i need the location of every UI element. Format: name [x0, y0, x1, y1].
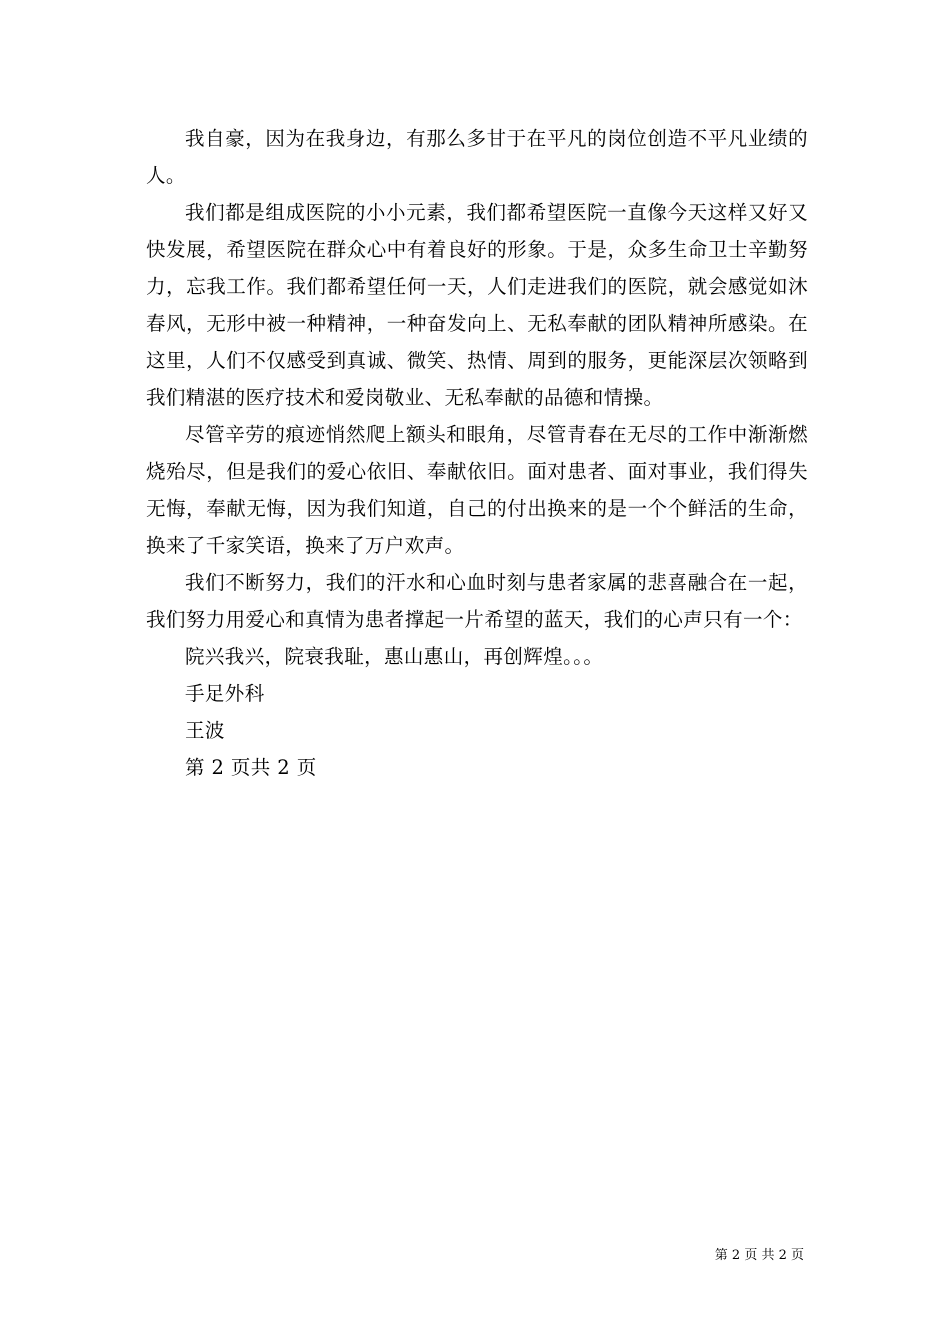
- footer-page-number: 第 2 页 共 2 页: [714, 1248, 804, 1263]
- author-line: 王波: [185, 719, 225, 742]
- paragraph-dedication: 尽管辛劳的痕迹悄然爬上额头和眼角，尽管青春在无尽的工作中渐渐燃烧殆尽，但是我们的爱心依旧、奉献依旧。面对患者、面对事业，我们得失无悔，奉献无悔，因为我们知道，自己的付出换来的是一个个鲜活的生命，换来了千家笑语，换来了万户欢声。: [146, 423, 808, 557]
- department-line: 手足外科: [185, 682, 265, 705]
- document-body: [146, 120, 808, 786]
- paragraph-pride: 我自豪，因为在我身边，有那么多甘于在平凡的岗位创造不平凡业绩的人。: [146, 127, 808, 187]
- paragraph-effort: 我们不断努力，我们的汗水和心血时刻与患者家属的悲喜融合在一起，我们努力用爱心和真情为患者撑起一片希望的蓝天，我们的心声只有一个：: [146, 571, 808, 631]
- inline-page-number: 第 2 页共 2 页: [185, 756, 317, 779]
- slogan-line: 院兴我兴，院衰我耻，惠山惠山，再创辉煌。。。: [185, 645, 604, 668]
- paragraph-hospital-elements: 我们都是组成医院的小小元素，我们都希望医院一直像今天这样又好又快发展，希望医院在群众心中有着良好的形象。于是，众多生命卫士辛勤努力，忘我工作。我们都希望任何一天，人们走进我们的医院，就会感觉如沐春风，无形中被一种精神，一种奋发向上、无私奉献的团队精神所感染。在这里，人们不仅感受到真诚、微笑、热情、周到的服务，更能深层次领略到我们精湛的医疗技术和爱岗敬业、无私奉献的品德和情操。: [146, 201, 808, 409]
